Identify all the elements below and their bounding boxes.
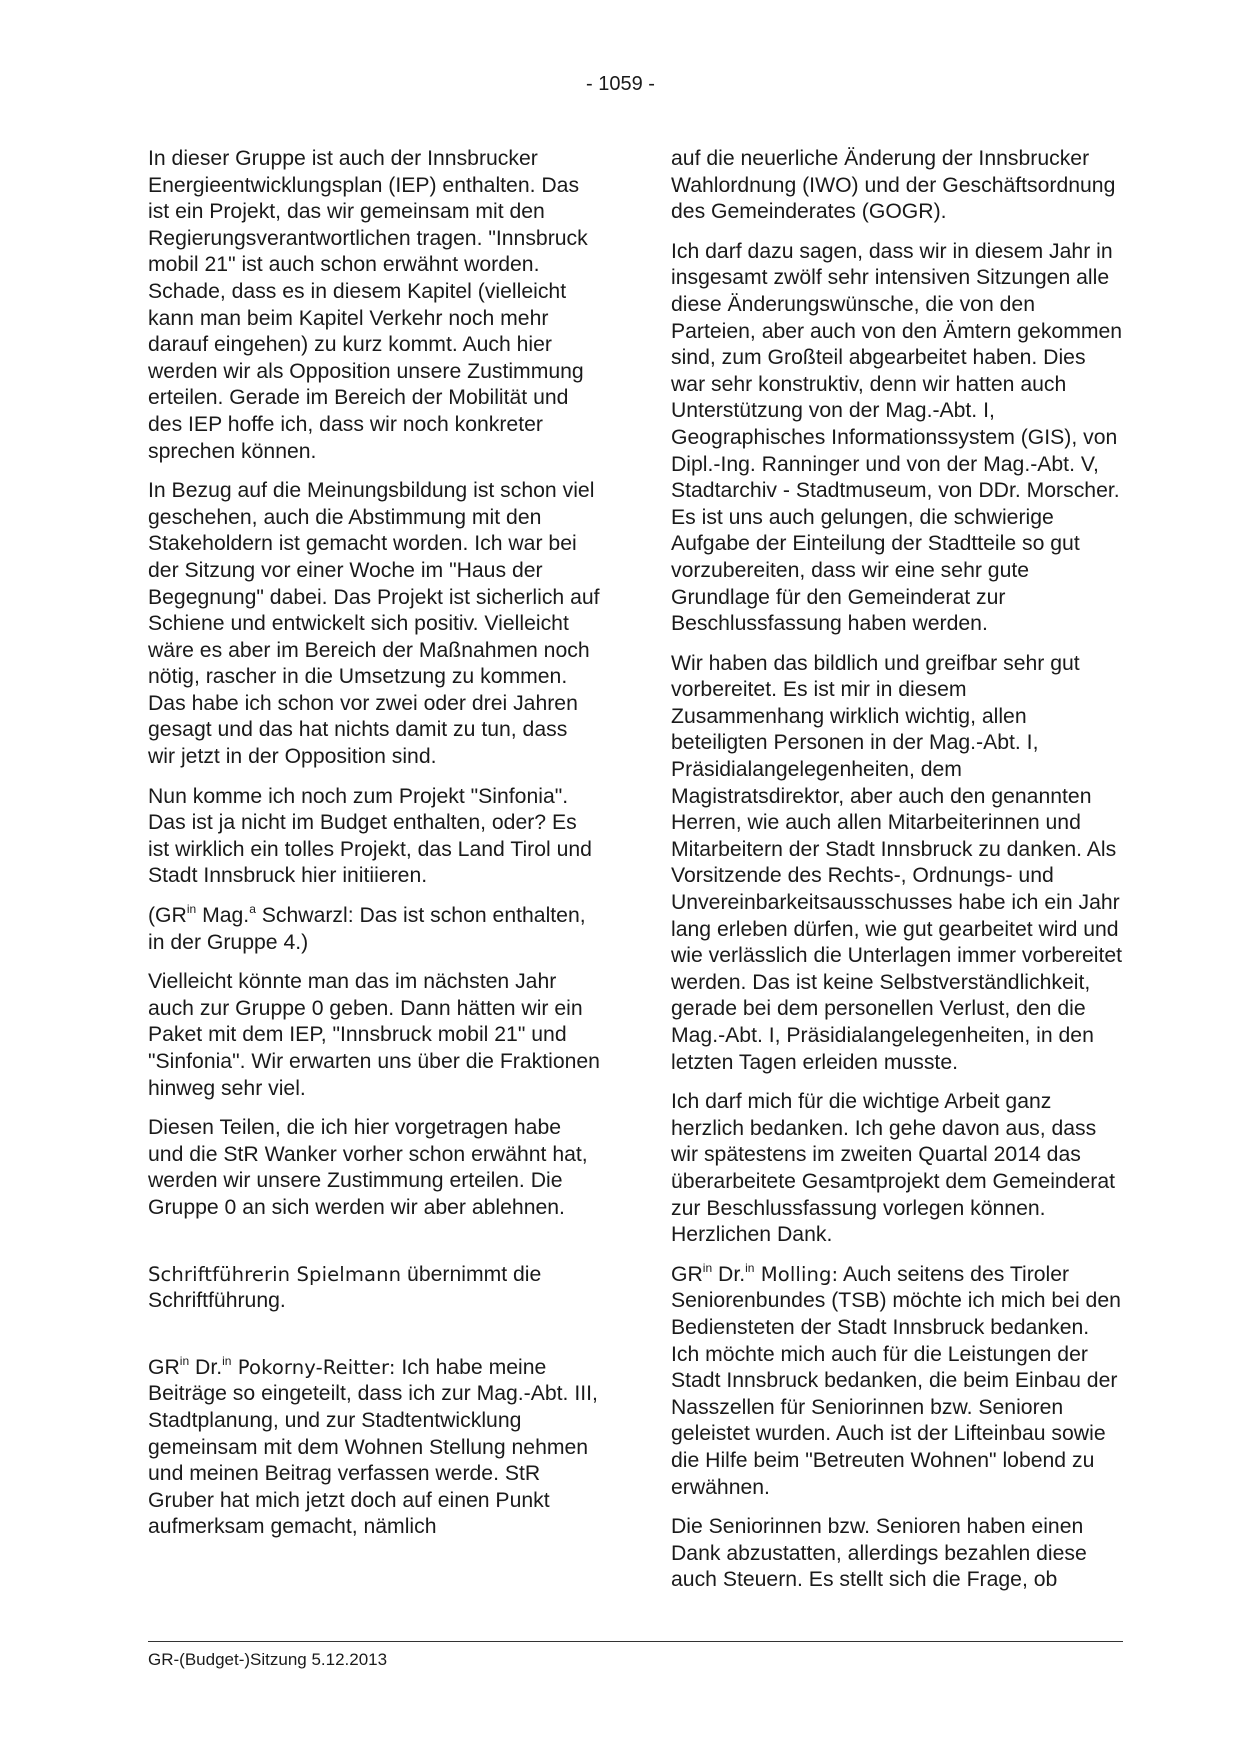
speech-paragraph bbox=[148, 1355, 600, 1541]
paragraph: auf die neuerliche Änderung der Innsbrucker Wahlordnung (IWO) und der Geschäftsordnung des Gemeinderates (GOGR). bbox=[671, 147, 1116, 224]
speaker-name: Pokorny-Reitter: bbox=[231, 1355, 396, 1379]
superscript: in bbox=[702, 1260, 713, 1275]
superscript: a bbox=[249, 902, 256, 917]
speaker-prefix: GR bbox=[671, 1262, 703, 1286]
footer-divider bbox=[148, 1641, 1123, 1642]
procedural-note bbox=[148, 1262, 600, 1315]
paragraph: Vielleicht könnte man das im nächsten Jahr auch zur Gruppe 0 geben. Dann hätten wir ein Paket mit dem IEP, "Innsbruck mobil 21" und "Sinfonia". Wir erwarten uns über die Fraktionen hinweg sehr viel. bbox=[148, 970, 600, 1100]
paragraph: Ich darf dazu sagen, dass wir in diesem Jahr in insgesamt zwölf sehr intensiven Sitzungen alle diese Änderungswünsche, die von den Parteien, aber auch von den Ämtern gekommen sind, zum Großteil abgearbeitet haben. Dies war sehr konstruktiv, denn wir hatten auch Unterstützung von der Mag.-Abt. I, Geographisches Informationssystem (GIS), von Dipl.-Ing. Ranninger und von der Mag.-Abt. V, Stadtarchiv - Stadtmuseum, von DDr. Morscher. Es ist uns auch gelungen, die schwierige Aufgabe der Einteilung der Stadtteile so gut vorzubereiten, dass wir eine sehr gute Grundlage für den Gemeinderat zur Beschlussfassung haben werden. bbox=[671, 239, 1123, 636]
note-text: übernimmt die Schriftführung. bbox=[148, 1262, 542, 1313]
speech-text: Ich habe meine Beiträge so eingeteilt, dass ich zur Mag.-Abt. III, Stadtplanung, und zur Stadtentwicklung gemeinsam mit dem Wohnen Stellung nehmen und meinen Beitrag verfassen werde. StR Gruber hat mich jetzt doch auf einen Punkt aufmerksam gemacht, nämlich bbox=[148, 1355, 598, 1539]
footer-text: GR-(Budget-)Sitzung 5.12.2013 bbox=[148, 1650, 388, 1669]
speaker-title: Dr. bbox=[712, 1262, 746, 1286]
paragraph: Ich darf mich für die wichtige Arbeit ganz herzlich bedanken. Ich gehe davon aus, dass wir spätestens im zweiten Quartal 2014 das überarbeitete Gesamtprojekt dem Gemeinderat zur Beschlussfassung vorlegen können. Herzlichen Dank. bbox=[671, 1090, 1115, 1247]
speaker-prefix: GR bbox=[148, 1355, 180, 1379]
page-number: - 1059 - bbox=[586, 73, 655, 95]
superscript: in bbox=[222, 1353, 232, 1368]
speech-text: Auch seitens des Tiroler Seniorenbundes (TSB) möchte ich mich bei den Bediensteten der Stadt Innsbruck bedanken. Ich möchte mich auch für die Leistungen der Stadt Innsbruck bedanken, die beim Einbau der Nasszellen für Seniorinnen bzw. Senioren geleistet wurden. Auch ist der Lifteinbau sowie die Hilfe beim "Betreuten Wohnen" lobend zu erwähnen. bbox=[671, 1262, 1121, 1499]
superscript: in bbox=[179, 1353, 190, 1368]
paragraph: In dieser Gruppe ist auch der Innsbrucker Energieentwicklungsplan (IEP) enthalten. Das ist ein Projekt, das wir gemeinsam mit den Regierungsverantwortlichen tragen. "Innsbruck mobil 21" ist auch schon erwähnt worden. Schade, dass es in diesem Kapitel (vielleicht kann man beim Kapitel Verkehr noch mehr darauf eingehen) zu kurz kommt. Auch hier werden wir als Opposition unsere Zustimmung erteilen. Gerade im Bereich der Mobilität und des IEP hoffe ich, dass wir noch konkreter sprechen können. bbox=[148, 147, 588, 463]
speaker-name: Molling: bbox=[754, 1262, 839, 1286]
paragraph: In Bezug auf die Meinungsbildung ist schon viel geschehen, auch die Abstimmung mit den Stakeholdern ist gemacht worden. Ich war bei der Sitzung vor einer Woche im "Haus der Begegnung" dabei. Das Projekt ist sicherlich auf Schiene und entwickelt sich positiv. Vielleicht wäre es aber im Bereich der Maßnahmen noch nötig, rascher in die Umsetzung zu kommen. Das habe ich schon vor zwei oder drei Jahren gesagt und das hat nichts damit zu tun, dass wir jetzt in der Opposition sind. bbox=[148, 479, 600, 769]
paragraph: Wir haben das bildlich und greifbar sehr gut vorbereitet. Es ist mir in diesem Zusammenhang wirklich wichtig, allen beteiligten Personen in der Mag.-Abt. I, Präsidialangelegenheiten, dem Magistratsdirektor, aber auch den genannten Herren, wie auch allen Mitarbeiterinnen und Mitarbeitern der Stadt Innsbruck zu danken. Als Vorsitzende des Rechts-, Ordnungs- und Unvereinbarkeitsausschusses habe ich ein Jahr lang erleben dürfen, wie gut gearbeitet wird und wie verlässlich die Unterlagen immer vorbereitet werden. Das ist keine Selbstverständlichkeit, gerade bei dem personellen Verlust, den die Mag.-Abt. I, Präsidialangelegenheiten, in den letzten Tagen erleiden musste. bbox=[671, 651, 1122, 1074]
paragraph: Nun komme ich noch zum Projekt "Sinfonia". Das ist ja nicht im Budget enthalten, oder? Es ist wirklich ein tolles Projekt, das Land Tirol und Stadt Innsbruck hier initiieren. bbox=[148, 784, 592, 888]
interjection-title: Mag. bbox=[196, 904, 250, 928]
left-column bbox=[148, 146, 600, 1554]
interjection bbox=[148, 903, 600, 956]
paragraph: Diesen Teilen, die ich hier vorgetragen habe und die StR Wanker vorher schon erwähnt hat, werden wir unsere Zustimmung erteilen. Die Gruppe 0 an sich werden wir aber ablehnen. bbox=[148, 1116, 588, 1219]
speaker-title: Dr. bbox=[189, 1355, 223, 1379]
note-speaker: Schriftführerin Spielmann bbox=[148, 1262, 402, 1286]
interjection-text: Schwarzl: Das ist schon enthalten, in der Gruppe 4.) bbox=[148, 904, 586, 954]
interjection-prefix: (GR bbox=[148, 904, 187, 928]
superscript: in bbox=[186, 902, 197, 917]
speech-paragraph bbox=[671, 1262, 1123, 1501]
superscript: in bbox=[745, 1260, 755, 1275]
right-column bbox=[671, 146, 1123, 1607]
paragraph: Die Seniorinnen bzw. Senioren haben einen Dank abzustatten, allerdings bezahlen diese auch Steuern. Es stellt sich die Frage, ob bbox=[671, 1515, 1087, 1592]
